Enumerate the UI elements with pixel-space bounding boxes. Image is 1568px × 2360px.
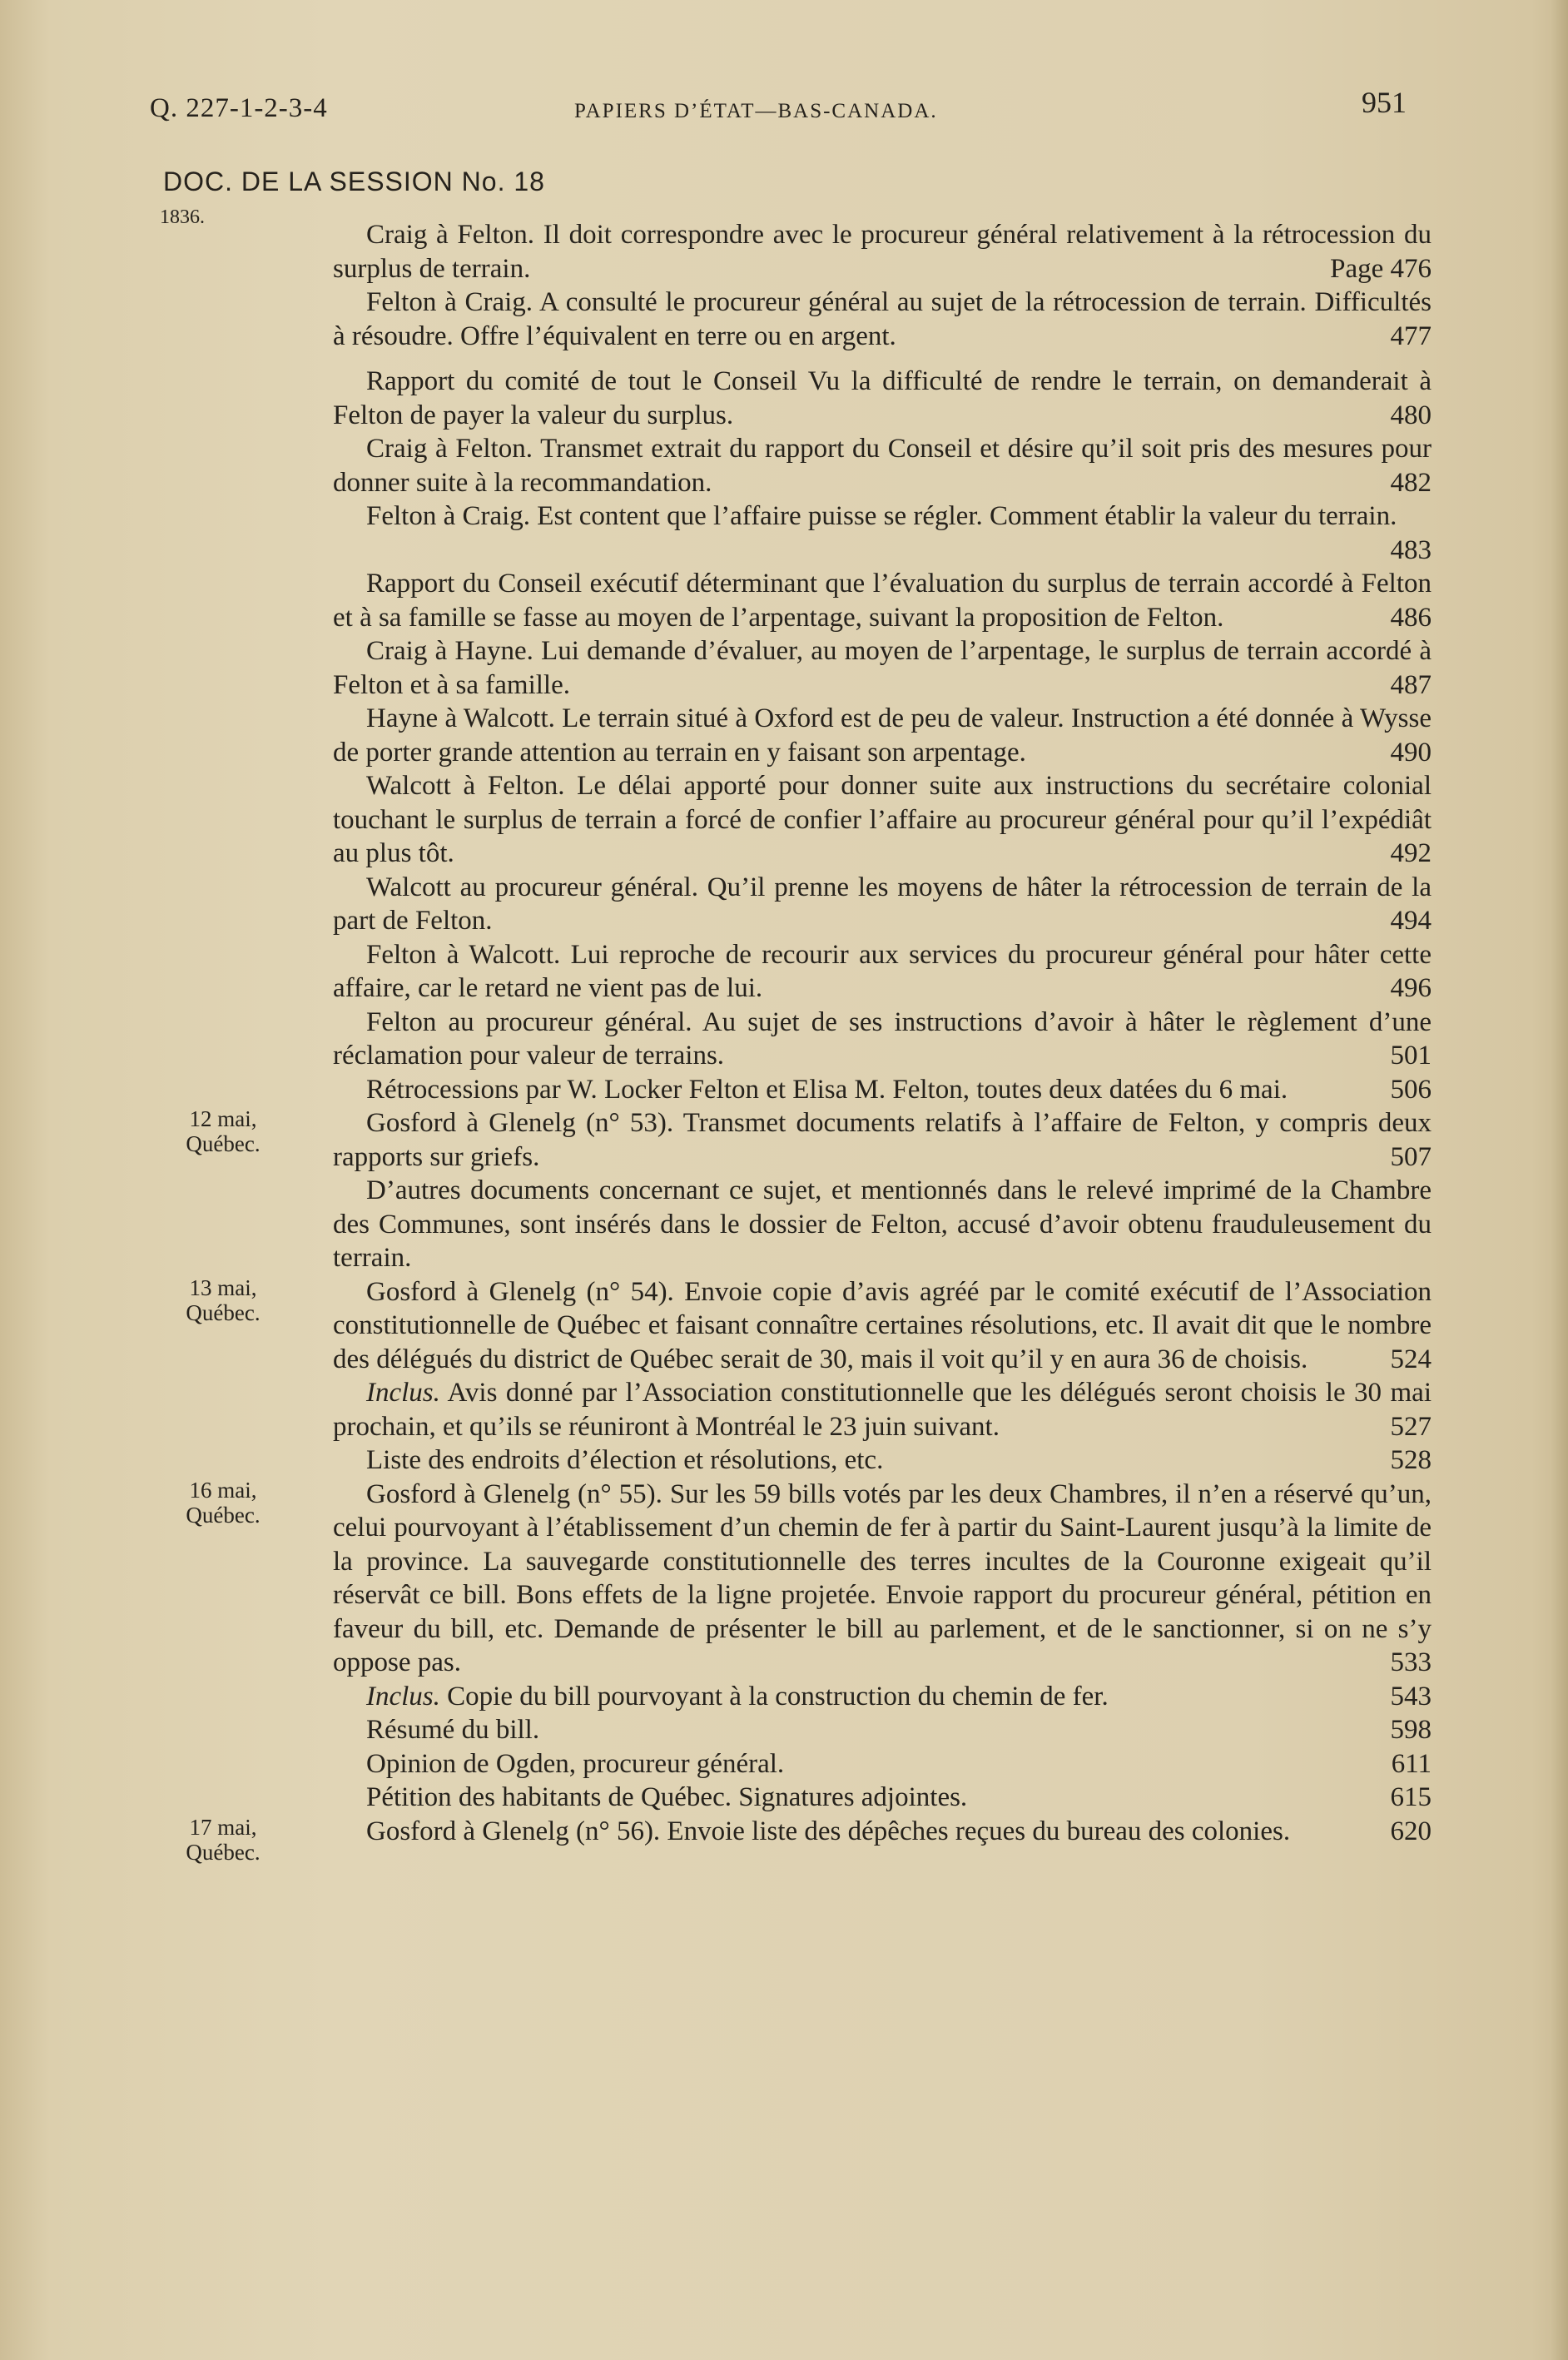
page-edge xyxy=(1550,0,1568,2360)
page-reference: 482 xyxy=(1390,467,1432,498)
page-reference: 528 xyxy=(1390,1445,1432,1475)
entry-text: Gosford à Glenelg (n° 54). Envoie copie d’avis agréé par le comité exécutif de l’Association constitutionnelle de Québec et faisant connaître certaines résolutions, etc. Il avait dit que le nombre des délégués du district de Québec serait de 30, mais il voit qu’il y en aura 36 de choisis. xyxy=(333,1276,1432,1374)
entry-text: Pétition des habitants de Québec. Signatures adjointes. xyxy=(366,1782,968,1812)
entry-text: Rapport du Conseil exécutif déterminant que l’évaluation du surplus de terrain accordé à Felton et à sa famille se fasse au moyen de l’arpentage, suivant la proposition de Felton. xyxy=(333,569,1432,633)
calendar-entry xyxy=(333,286,1432,353)
page-reference: 483 xyxy=(1390,534,1432,565)
entry-text: Walcott au procureur général. Qu’il prenne les moyens de hâter la rétrocession de terrain de la part de Felton. xyxy=(333,872,1432,936)
entry-text: Felton au procureur général. Au sujet de ses instructions d’avoir à hâter le règlement d’une réclamation pour valeur de terrains. xyxy=(333,1006,1432,1071)
running-header xyxy=(150,86,1415,135)
calendar-entry xyxy=(333,1006,1432,1073)
calendar-entry xyxy=(333,1713,1432,1747)
page-reference: 490 xyxy=(1390,737,1432,768)
session-label: DOC. DE LA SESSION No. 18 xyxy=(163,166,545,196)
entry-text: Craig à Hayne. Lui demande d’évaluer, au moyen de l’arpentage, le surplus de terrain accordé à Felton et à sa famille. xyxy=(333,636,1432,700)
entry-text: Gosford à Glenelg (n° 56). Envoie liste des dépêches reçues du bureau des colonies. xyxy=(366,1816,1291,1846)
page-reference: 507 xyxy=(1390,1141,1432,1172)
entry-text: Walcott à Felton. Le délai apporté pour donner suite aux instructions du secrétaire colonial touchant le surplus de terrain a forcé de confier l’affaire au procureur général pour qu’il l’expédiât au plus tôt. xyxy=(333,771,1432,868)
page-reference: 487 xyxy=(1390,669,1432,700)
entry-text: Rétrocessions par W. Locker Felton et Elisa M. Felton, toutes deux datées du 6 mai. xyxy=(366,1074,1288,1105)
entry-text: Felton à Walcott. Lui reproche de recourir aux services du procureur général pour hâter cette affaire, car le retard ne vient pas de lui. xyxy=(333,939,1432,1003)
calendar-entry xyxy=(333,702,1432,769)
year-label: 1836. xyxy=(160,206,205,228)
page-reference: 486 xyxy=(1390,602,1432,633)
header-title: PAPIERS D’ÉTAT—BAS-CANADA. xyxy=(574,100,938,122)
margin-date: 17 mai, Québec. xyxy=(186,1814,261,1865)
calendar-entry xyxy=(333,218,1432,286)
entry-text: Craig à Felton. Transmet extrait du rapport du Conseil et désire qu’il soit pris des mesures pour donner suite à la recommandation. xyxy=(333,434,1432,498)
entry-text: Copie du bill pourvoyant à la construction du chemin de fer. xyxy=(439,1681,1109,1712)
calendar-entry xyxy=(333,432,1432,499)
calendar-entry xyxy=(333,1781,1432,1815)
calendar-entry xyxy=(333,567,1432,634)
entry-text: Opinion de Ogden, procureur général. xyxy=(366,1748,785,1779)
calendar-entry xyxy=(333,1680,1432,1714)
entry-text: Hayne à Walcott. Le terrain situé à Oxford est de peu de valeur. Instruction a été donnée à Wysse de porter grande attention au terrain en y faisant son arpentage. xyxy=(333,703,1432,768)
entry-text: Résumé du bill. xyxy=(366,1715,540,1745)
page-number: 951 xyxy=(1362,86,1407,119)
page-reference: 527 xyxy=(1390,1411,1432,1442)
entry-text: Felton à Craig. Est content que l’affaire puisse se régler. Comment établir la valeur du terrain. xyxy=(366,501,1397,531)
page-reference: 533 xyxy=(1390,1647,1432,1677)
calendar-entry xyxy=(186,1106,1432,1174)
calendar-entry xyxy=(333,1747,1432,1781)
entry-text: Craig à Felton. Il doit correspondre avec le procureur général relativement à la rétrocession du surplus de terrain. xyxy=(333,220,1432,284)
calendar-entry xyxy=(333,1376,1432,1443)
inclusion-label: Inclus. xyxy=(366,1681,440,1712)
calendar-entry xyxy=(333,1174,1432,1275)
page-reference: 611 xyxy=(1391,1748,1432,1779)
page-reference: 620 xyxy=(1390,1816,1432,1846)
entry-text: Gosford à Glenelg (n° 53). Transmet documents relatifs à l’affaire de Felton, y compris deux rapports sur griefs. xyxy=(333,1108,1432,1172)
calendar-entry xyxy=(333,634,1432,702)
entry-text: Avis donné par l’Association constitutionnelle que les délégués seront choisis le 30 mai prochain, et qu’ils se réuniront à Montréal le 23 juin suivant. xyxy=(333,1378,1432,1442)
page-reference: 492 xyxy=(1390,838,1432,868)
page-reference: 494 xyxy=(1390,906,1432,936)
calendar-entry xyxy=(333,499,1432,567)
page-reference: 615 xyxy=(1390,1782,1432,1812)
page-reference: 496 xyxy=(1390,973,1432,1003)
entry-text: Gosford à Glenelg (n° 55). Sur les 59 bills votés par les deux Chambres, il n’en a réservé qu’un, celui pourvoyant à l’établissement d’un chemin de fer à partir du Saint-Laurent jusqu’à la limite de la province. La sauvegarde constitutionnelle des terres incultes de la Couronne exigeait qu’il réservât ce bill. Bons effets de la ligne projetée. Envoie rapport du procureur général, pétition en faveur du bill, etc. Demande de présenter le bill au parlement, et de le sanctionner, si on ne s’y oppose pas. xyxy=(333,1478,1432,1677)
margin-date: 16 mai, Québec. xyxy=(186,1477,261,1528)
entry-text: Rapport du comité de tout le Conseil Vu la difficulté de rendre le terrain, on demanderait à Felton de payer la valeur du surplus. xyxy=(333,366,1432,430)
calendar-entry xyxy=(333,365,1432,432)
page-reference: 501 xyxy=(1390,1041,1432,1071)
page-reference: Page 476 xyxy=(1330,253,1432,284)
page-reference: 543 xyxy=(1390,1681,1432,1712)
calendar-entry xyxy=(186,1814,1432,1865)
page-reference: 598 xyxy=(1390,1715,1432,1745)
calendar-entry xyxy=(186,1477,1432,1680)
calendar-entry xyxy=(333,1443,1432,1478)
page-reference: 506 xyxy=(1390,1074,1432,1105)
calendar-entry xyxy=(333,871,1432,938)
page-reference: 524 xyxy=(1390,1344,1432,1374)
archive-reference: Q. 227-1-2-3-4 xyxy=(150,93,328,123)
margin-date: 13 mai, Québec. xyxy=(186,1274,261,1325)
entry-text: Liste des endroits d’élection et résolutions, etc. xyxy=(366,1445,884,1475)
calendar-entry xyxy=(186,1274,1432,1377)
page-reference: 480 xyxy=(1390,400,1432,430)
entry-text: D’autres documents concernant ce sujet, et mentionnés dans le relevé imprimé de la Chambre des Communes, sont insérés dans le dossier de Felton, accusé d’avoir obtenu frauduleusement du terrain. xyxy=(333,1175,1432,1273)
calendar-entry xyxy=(333,769,1432,871)
calendar-entry xyxy=(333,938,1432,1006)
calendar-entries xyxy=(186,218,1432,1865)
calendar-entry xyxy=(333,1073,1432,1107)
entry-text: Felton à Craig. A consulté le procureur général au sujet de la rétrocession de terrain. Difficultés à résoudre. Offre l’équivalent en terre ou en argent. xyxy=(333,287,1432,351)
inclusion-label: Inclus. xyxy=(366,1378,440,1408)
margin-date: 12 mai, Québec. xyxy=(186,1106,261,1156)
page-reference: 477 xyxy=(1390,320,1432,351)
